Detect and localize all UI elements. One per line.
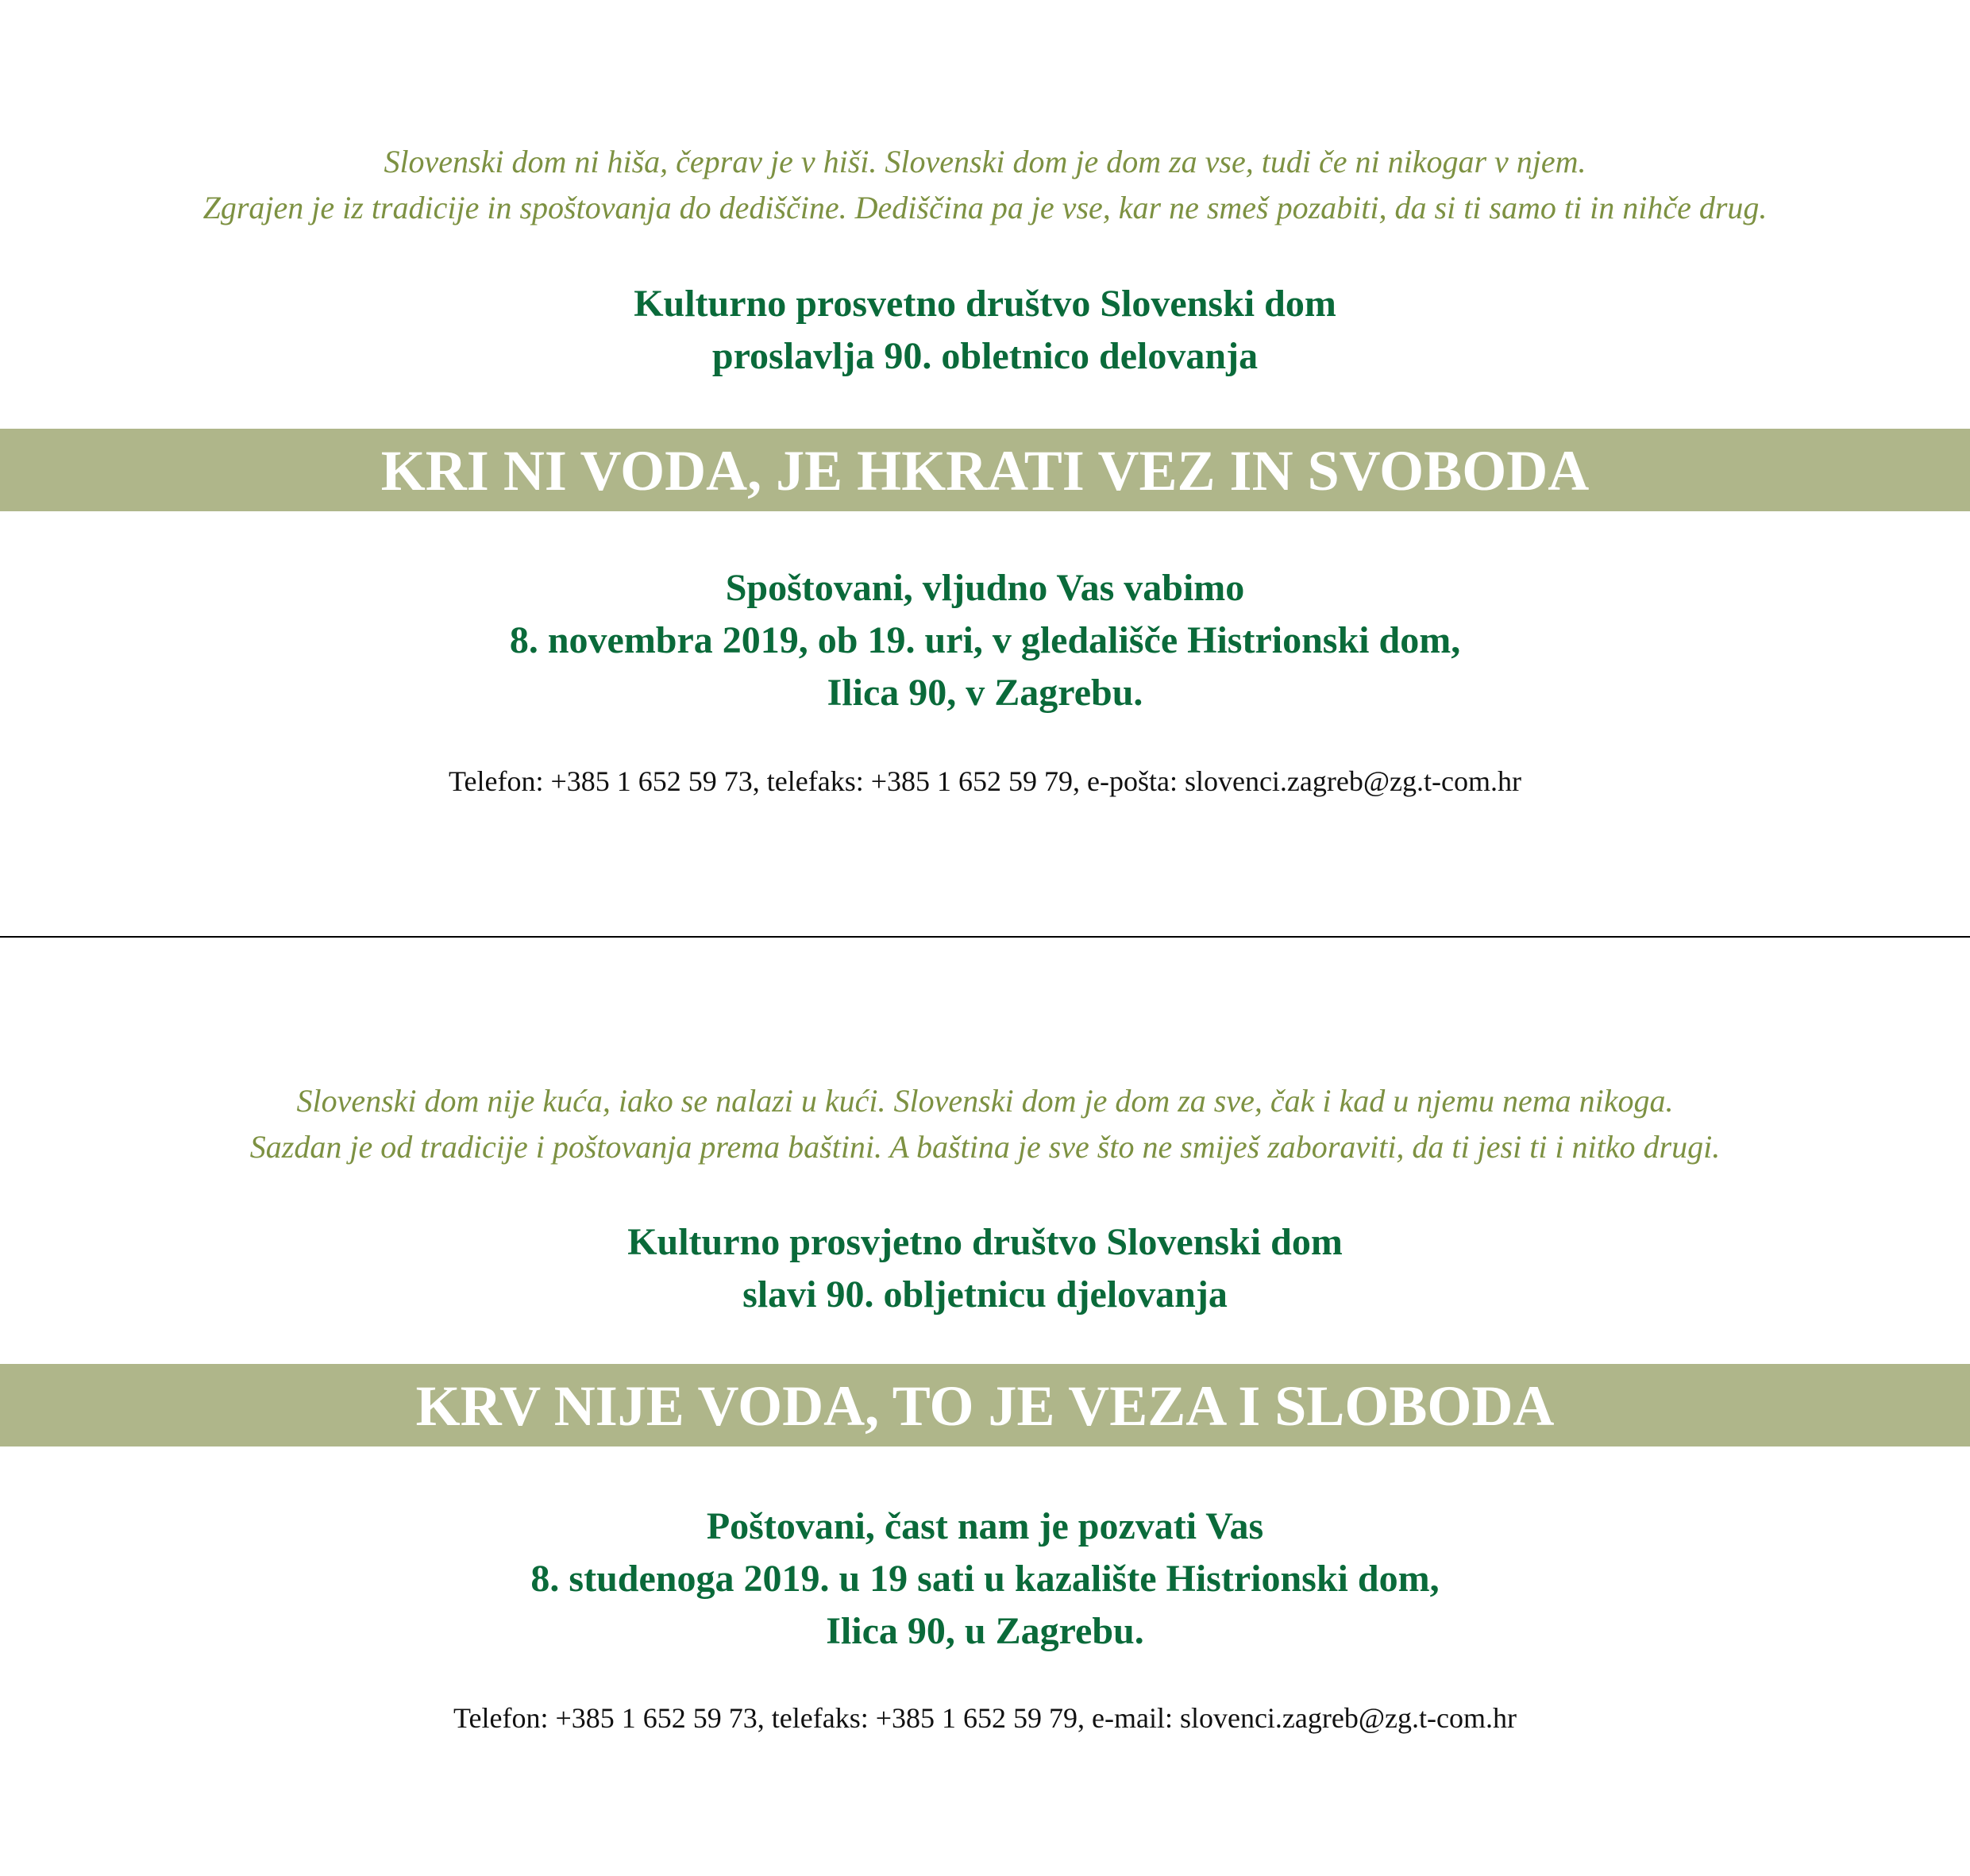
motto-banner: KRV NIJE VODA, TO JE VEZA I SLOBODA — [0, 1364, 1970, 1446]
invite-line: Spoštovani, vljudno Vas vabimo — [725, 567, 1245, 609]
invite-line: Poštovani, čast nam je pozvati Vas — [706, 1505, 1264, 1547]
contact-info: Telefon: +385 1 652 59 73, telefaks: +385 1 652 59 79, e-pošta: slovenci.zagreb@zg.t-com.hr — [449, 765, 1521, 797]
intro-quote — [0, 139, 1970, 231]
motto-banner: KRI NI VODA, JE HKRATI VEZ IN SVOBODA — [0, 429, 1970, 511]
invite-line: Ilica 90, v Zagrebu. — [827, 672, 1143, 714]
society-heading — [0, 1216, 1970, 1321]
quote-line: Zgrajen je iz tradicije in spoštovanja do dediščine. Dediščina pa je vse, kar ne smeš pozabiti, da si ti samo ti in nihče drug. — [202, 190, 1768, 225]
intro-quote — [0, 1078, 1970, 1170]
society-line: Kulturno prosvjetno društvo Slovenski dom — [627, 1221, 1343, 1263]
invitation-text — [0, 562, 1970, 719]
society-line: Kulturno prosvetno društvo Slovenski dom — [634, 283, 1336, 325]
invite-line: Ilica 90, u Zagrebu. — [826, 1610, 1144, 1652]
society-line: slavi 90. obljetnicu djelovanja — [742, 1273, 1228, 1316]
quote-line: Slovenski dom nije kuća, iako se nalazi u kući. Slovenski dom je dom za sve, čak i kad u njemu nema nikoga. — [296, 1083, 1674, 1119]
quote-line: Sazdan je od tradicije i poštovanja prema baštini. A baština je sve što ne smiješ zaboraviti, da ti jesi ti i nitko drugi. — [249, 1129, 1721, 1165]
invite-line: 8. novembra 2019, ob 19. uri, v gledališče Histrionski dom, — [509, 619, 1461, 661]
invitation-croatian — [0, 938, 1970, 1876]
society-line: proslavlja 90. obletnico delovanja — [711, 335, 1259, 377]
cut-line-divider — [0, 936, 1970, 938]
quote-line: Slovenski dom ni hiša, čeprav je v hiši. Slovenski dom je dom za vse, tudi če ni nikogar v njem. — [384, 144, 1586, 179]
contact-info: Telefon: +385 1 652 59 73, telefaks: +385 1 652 59 79, e-mail: slovenci.zagreb@zg.t-com.hr — [453, 1702, 1517, 1734]
invitation-text — [0, 1500, 1970, 1658]
society-heading — [0, 278, 1970, 383]
invite-line: 8. studenoga 2019. u 19 sati u kazalište Histrionski dom, — [530, 1558, 1440, 1600]
invitation-slovenian — [0, 0, 1970, 937]
